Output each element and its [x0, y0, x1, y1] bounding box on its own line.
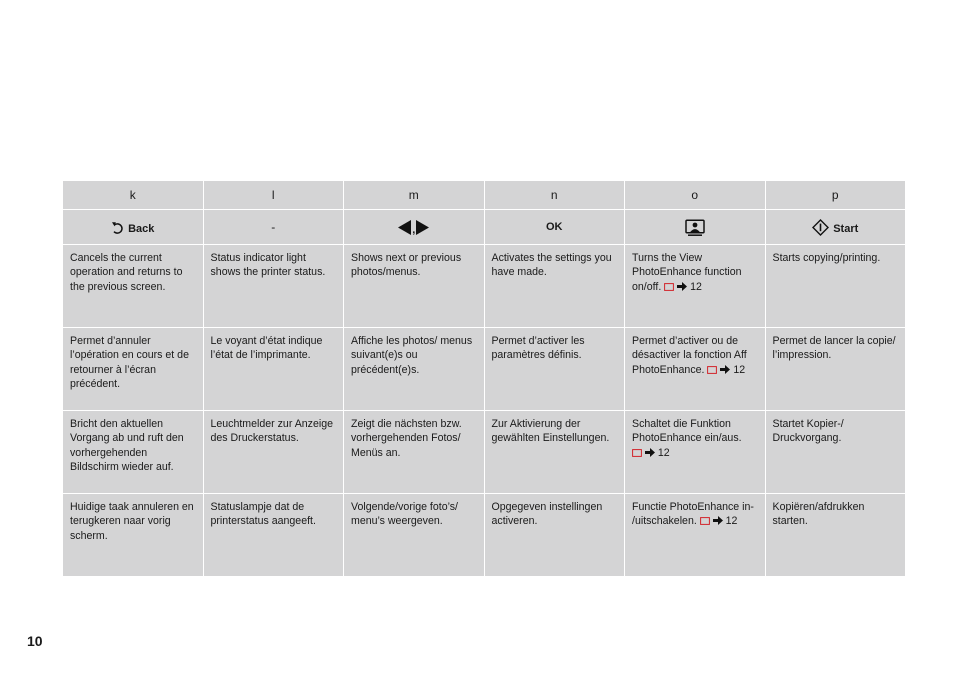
description-text: Turns the View PhotoEnhance function on/off.: [632, 252, 742, 293]
description-text: Opgegeven instellingen activeren.: [491, 501, 603, 528]
start-button-symbol: [766, 210, 906, 244]
description-text: Permet d’activer ou de désactiver la fonction Aff PhotoEnhance.: [632, 335, 747, 376]
page-reference: [664, 281, 702, 293]
page-reference: [700, 515, 738, 527]
description-cell: [766, 328, 906, 410]
description-cell: [63, 411, 203, 493]
description-cell: [766, 245, 906, 327]
right-arrow-icon: [677, 282, 687, 291]
column-key-l: l: [204, 181, 344, 209]
description-text: Affiche les photos/ menus suivant(e)s ou précédent(e)s.: [351, 335, 473, 376]
column-key-m: m: [344, 181, 484, 209]
description-text: Startet Kopier-/ Druckvorgang.: [772, 418, 844, 445]
book-icon: [707, 366, 717, 374]
ok-button-symbol: [485, 210, 625, 244]
description-text: Schaltet die Funktion PhotoEnhance ein/aus.: [632, 418, 742, 445]
start-label: Start: [833, 222, 859, 235]
description-cell: [204, 494, 344, 576]
photo-enhance-button-symbol: [625, 210, 765, 244]
button-reference-table: [63, 181, 905, 576]
book-icon: [664, 283, 674, 291]
description-cell: [625, 328, 765, 410]
description-text: Shows next or previous photos/menus.: [351, 252, 462, 279]
description-text: Permet de lancer la copie/ l’impression.: [772, 335, 896, 362]
description-text: Kopiëren/afdrukken starten.: [772, 501, 865, 528]
description-text: Activates the settings you have made.: [491, 252, 612, 279]
description-cell: [766, 411, 906, 493]
description-cell: [625, 245, 765, 327]
description-cell: [485, 328, 625, 410]
page-reference-number: 12: [657, 446, 670, 459]
description-text: Functie PhotoEnhance in- /uitschakelen.: [632, 501, 754, 528]
description-cell: [204, 328, 344, 410]
book-icon: [700, 517, 710, 525]
description-text: Status indicator light shows the printer status.: [210, 252, 326, 279]
description-text: Le voyant d’état indique l’état de l’imprimante.: [210, 335, 323, 362]
description-cell: [485, 411, 625, 493]
book-icon: [632, 449, 642, 457]
column-key-n: n: [485, 181, 625, 209]
right-arrow-icon: [713, 516, 723, 525]
description-cell: [204, 245, 344, 327]
column-key-p: p: [766, 181, 906, 209]
description-cell: [625, 411, 765, 493]
description-cell: [63, 328, 203, 410]
page-reference-number: 12: [733, 363, 746, 376]
start-diamond-icon: [812, 219, 829, 236]
description-text: Bricht den aktuellen Vorgang ab und ruft den vorhergehenden Bildschirm wieder auf.: [70, 418, 184, 473]
right-arrow-icon: [720, 365, 730, 374]
description-cell: [344, 328, 484, 410]
description-text: Statuslampje dat de printerstatus aangeeft.: [210, 501, 316, 528]
page-reference-number: 12: [725, 515, 738, 528]
comma-label: ,: [412, 223, 416, 236]
page-reference: [707, 364, 745, 376]
description-text: Zeigt die nächsten bzw. vorhergehenden Fotos/ Menüs an.: [351, 418, 462, 459]
photo-enhance-icon: [685, 219, 705, 236]
description-text: Permet d’annuler l’opération en cours et de retourner à l’écran précédent.: [70, 335, 189, 390]
left-arrow-icon: [398, 220, 411, 235]
description-cell: [485, 494, 625, 576]
back-label: Back: [128, 222, 155, 235]
page-reference-number: 12: [690, 280, 702, 293]
description-text: Zur Aktivierung der gewählten Einstellungen.: [491, 418, 610, 445]
description-cell: [204, 411, 344, 493]
description-cell: [344, 245, 484, 327]
description-text: Leuchtmelder zur Anzeige des Druckerstatus.: [210, 418, 333, 445]
right-arrow-icon: [416, 220, 429, 235]
description-cell: [344, 411, 484, 493]
description-text: Permet d’activer les paramètres définis.: [491, 335, 585, 362]
description-cell: [63, 494, 203, 576]
column-key-k: k: [63, 181, 203, 209]
back-button-symbol: [63, 210, 203, 244]
description-text: Starts copying/printing.: [772, 252, 881, 264]
description-text: Volgende/vorige foto’s/ menu’s weergeven.: [351, 501, 458, 528]
dash-label: -: [271, 219, 276, 234]
page-number: 10: [27, 633, 43, 649]
description-text: Cancels the current operation and returns to the previous screen.: [70, 252, 183, 293]
right-arrow-icon: [645, 448, 655, 457]
description-cell: [485, 245, 625, 327]
status-light-symbol: [204, 210, 344, 244]
page-reference: [632, 447, 670, 459]
column-key-o: o: [625, 181, 765, 209]
description-cell: [63, 245, 203, 327]
description-cell: [344, 494, 484, 576]
description-text: Huidige taak annuleren en terugkeren naar vorig scherm.: [70, 501, 194, 542]
back-arrow-icon: [111, 220, 124, 235]
ok-label: OK: [546, 220, 563, 233]
arrow-buttons-symbol: [344, 210, 484, 244]
description-cell: [625, 494, 765, 576]
description-cell: [766, 494, 906, 576]
